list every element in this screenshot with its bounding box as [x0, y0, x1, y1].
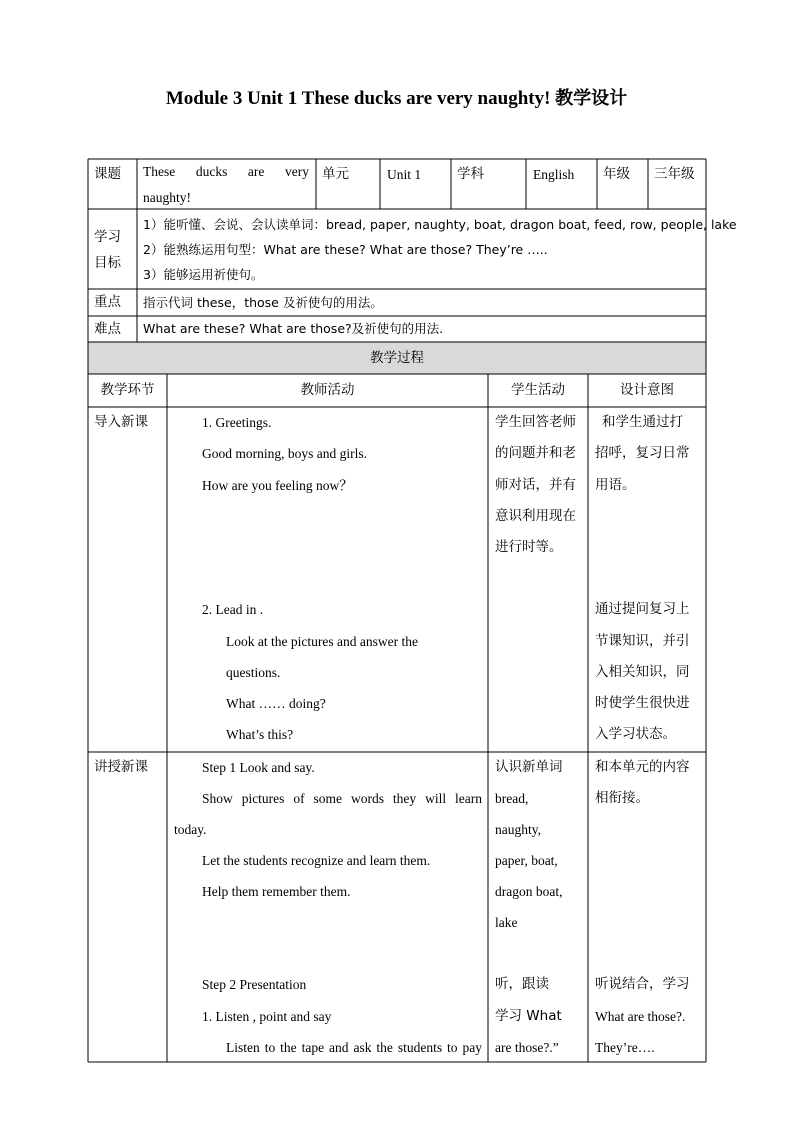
goals-label-line1: 学习	[94, 229, 121, 245]
intent-line: 招呼，复习日常	[595, 445, 690, 461]
difficulty-value: What are these? What are those?及祈使句的用法.	[143, 321, 444, 336]
teacher-line: questions.	[226, 665, 281, 680]
goal-item: 3）能够运用祈使句。	[143, 267, 264, 282]
key-point-value: 指示代词 these，those 及祈使句的用法。	[143, 295, 383, 310]
intent-line: 通过提问复习上	[595, 601, 690, 617]
intent-line: What are those?.	[595, 1009, 686, 1024]
teacher-line: Show pictures of some words they will learn	[202, 791, 482, 806]
teacher-line: today.	[174, 822, 207, 837]
unit-value: Unit 1	[387, 167, 422, 182]
intent-line: 听说结合，学习	[595, 976, 690, 992]
document-title	[0, 84, 793, 110]
topic-label: 课题	[94, 166, 121, 182]
process-header: 教学过程	[370, 350, 424, 366]
column-header-stage: 教学环节	[100, 382, 155, 398]
subject-value: English	[533, 167, 575, 182]
goal-item: 2）能熟练运用句型：What are these? What are those? They’re …..	[143, 242, 548, 257]
student-line: dragon boat,	[495, 884, 563, 899]
intent-line: 入学习状态。	[595, 726, 676, 742]
title-chinese: 教学设计	[555, 88, 628, 109]
teacher-line: Help them remember them.	[202, 884, 351, 899]
student-line: 听，跟读	[495, 976, 549, 992]
grade-value: 三年级	[654, 166, 695, 182]
column-header-intent: 设计意图	[620, 382, 674, 398]
student-line: 学习 What	[495, 1008, 562, 1024]
topic-value-line2: naughty!	[143, 190, 191, 205]
student-line: 认识新单词	[495, 759, 563, 775]
stage-cell: 导入新课	[94, 414, 148, 430]
goals-label-line2: 目标	[94, 255, 121, 271]
intent-line: 用语。	[595, 477, 636, 493]
student-line: paper, boat,	[495, 853, 558, 868]
student-line: 师对话，并有	[495, 477, 576, 493]
column-header-teacher: 教师活动	[300, 382, 355, 398]
teacher-line: What …… doing?	[226, 696, 326, 711]
student-line: 意识利用现在	[495, 508, 576, 524]
teacher-line: Step 2 Presentation	[202, 977, 307, 992]
key-point-label: 重点	[94, 294, 121, 310]
student-line: are those?.”	[495, 1040, 559, 1055]
grade-label: 年级	[603, 166, 630, 182]
teacher-line: Listen to the tape and ask the students to pay	[226, 1040, 482, 1055]
unit-label: 单元	[322, 166, 349, 182]
goal-item: 1）能听懂、会说、会认读单词：bread, paper, naughty, boat, dragon boat, feed, row, people, lake	[143, 217, 737, 232]
intent-line: 时使学生很快进	[595, 695, 690, 711]
intent-line: 和本单元的内容	[595, 759, 690, 775]
teacher-line: Step 1 Look and say.	[202, 760, 315, 775]
teacher-line: Look at the pictures and answer the	[226, 634, 418, 649]
intent-line: 节课知识，并引	[595, 633, 690, 649]
teacher-line: Let the students recognize and learn them.	[202, 853, 431, 868]
teacher-line: 1. Listen , point and say	[202, 1009, 332, 1024]
student-line: bread,	[495, 791, 529, 806]
intent-line: 入相关知识，同	[595, 664, 690, 680]
teacher-line: How are you feeling now？	[202, 478, 353, 493]
student-line: 进行时等。	[495, 539, 563, 555]
title-english: Module 3 Unit 1 These ducks are very naughty!	[165, 88, 551, 109]
student-line: 的问题并和老	[495, 445, 576, 461]
column-header-student: 学生活动	[511, 382, 565, 398]
student-line: 学生回答老师	[495, 414, 576, 430]
subject-label: 学科	[457, 166, 484, 182]
difficulty-label: 难点	[94, 321, 121, 337]
intent-line: 相衔接。	[595, 790, 649, 806]
teacher-line: What’s this?	[226, 727, 294, 742]
teacher-line: Good morning, boys and girls.	[202, 446, 367, 461]
student-line: lake	[495, 915, 518, 930]
topic-value-line1: These ducks are very	[143, 164, 309, 179]
stage-cell: 讲授新课	[94, 759, 148, 775]
student-line: naughty,	[495, 822, 541, 837]
teacher-line: 1. Greetings.	[202, 415, 272, 430]
intent-line: 和学生通过打	[602, 414, 683, 430]
teacher-line: 2. Lead in .	[202, 602, 264, 617]
intent-line: They’re….	[595, 1040, 655, 1055]
